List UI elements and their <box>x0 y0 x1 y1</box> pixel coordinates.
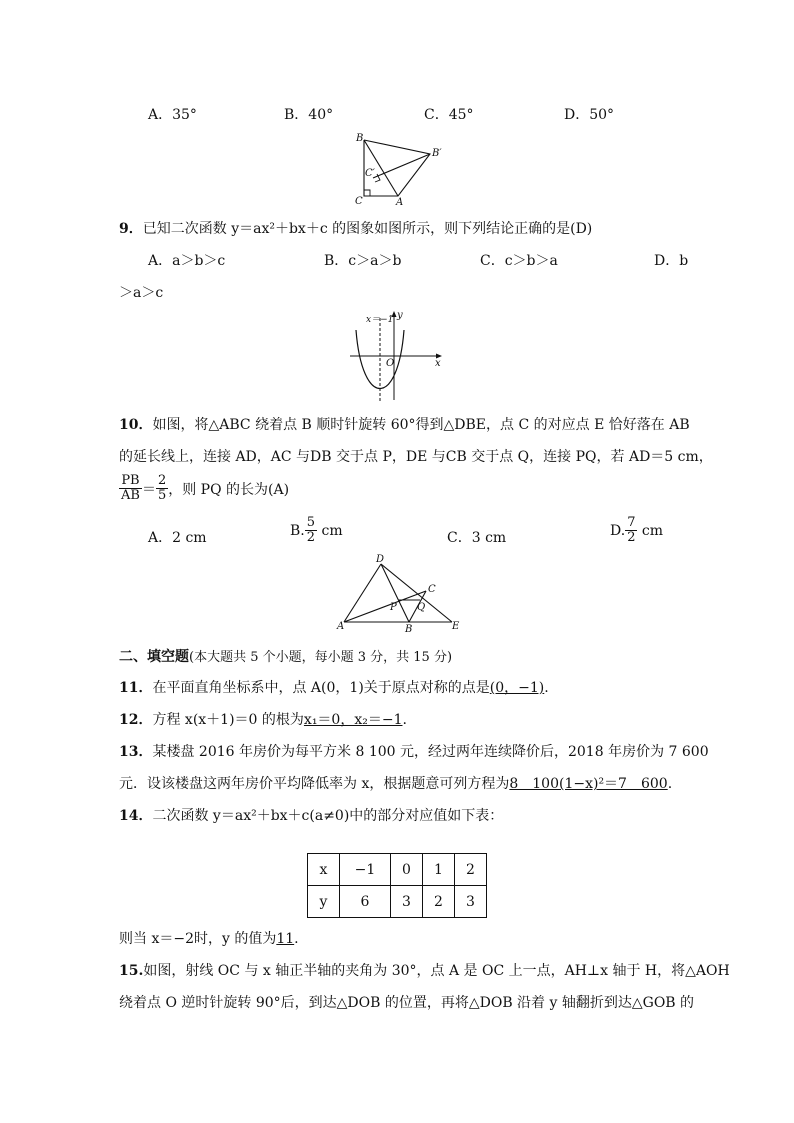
q10-label-p: P <box>390 602 397 613</box>
q9-option-b: B．c＞a＞b <box>324 253 402 269</box>
table-cell: −1 <box>340 854 391 886</box>
q14-answer: 11 <box>276 931 295 947</box>
table-cell: 3 <box>391 886 423 918</box>
table-cell: y <box>308 886 340 918</box>
q8-option-c: C．45° <box>424 107 474 123</box>
q9-option-d-cont: ＞a＞c <box>119 285 164 301</box>
table-cell: 3 <box>455 886 487 918</box>
q11-answer: (0，−1) <box>489 680 545 696</box>
q8-label-b-prime: B′ <box>432 148 442 159</box>
q11-question: 11．在平面直角坐标系中，点 A(0，1)关于原点对称的点是(0，−1). <box>119 680 549 696</box>
q9-question <box>119 218 592 238</box>
q10-option-c: C．3 cm <box>447 530 507 546</box>
q10-label-b: B <box>405 624 413 634</box>
q9-option-d: D．b <box>654 253 689 269</box>
q14-question: 14．二次函数 y＝ax²＋bx＋c(a≠0)中的部分对应值如下表： <box>119 808 504 824</box>
q8-option-d: D．50° <box>564 107 615 123</box>
q9-number: 9． <box>119 221 143 237</box>
q15-line1: 15.如图，射线 OC 与 x 轴正半轴的夹角为 30°，点 A 是 OC 上一点，AH⊥x 轴于 H，将△AOH <box>119 963 730 979</box>
q8-option-a: A．35° <box>148 107 197 123</box>
q10-line3 <box>119 474 289 504</box>
q10-line2: 的延长线上，连接 AD，AC 与DB 交于点 P，DE 与CB 交于点 Q，连接 PQ，若 AD＝5 cm， <box>119 449 713 465</box>
table-row <box>308 886 487 918</box>
table-cell: 2 <box>455 854 487 886</box>
table-cell: 0 <box>391 854 423 886</box>
q10-line1 <box>119 414 690 434</box>
q10-option-a: A．2 cm <box>148 530 207 546</box>
section-2-header <box>119 646 452 666</box>
table-cell: 6 <box>340 886 391 918</box>
table-cell: 2 <box>423 886 455 918</box>
section-2-title: 二、填空题 <box>119 649 189 665</box>
q9-label-x: x <box>435 358 441 369</box>
q8-rotation-figure <box>346 128 456 208</box>
q14-result: 则当 x＝−2时，y 的值为11. <box>119 931 299 947</box>
q10-text-3: ，则 PQ 的长为(A) <box>168 481 290 498</box>
q8-label-c: C <box>355 196 363 207</box>
q9-label-axis-eq: x＝−1 <box>366 315 394 325</box>
q13-answer: 8 100(1−x)²＝7 600 <box>509 776 668 792</box>
q9-text: 已知二次函数 y＝ax²＋bx＋c 的图象如图所示，则下列结论正确的是(D) <box>142 221 593 237</box>
q9-option-c: C．c＞b＞a <box>480 253 558 269</box>
q8-label-c-prime: C′ <box>365 168 375 179</box>
q12-answer: x₁＝0，x₂＝−1 <box>303 712 403 728</box>
q10-eq: ＝ <box>141 481 156 498</box>
q10-option-b: B. $\frac{5}{2}$ cm <box>290 515 343 546</box>
q10-label-a: A <box>337 621 345 632</box>
q8-option-b: B．40° <box>284 107 334 123</box>
q10-label-c: C <box>428 584 436 595</box>
q9-parabola-figure <box>344 308 448 404</box>
q8-label-b: B <box>356 133 364 144</box>
q13-line1: 13．某楼盘 2016 年房价为每平方米 8 100 元，经过两年连续降价后，2018 年房价为 7 600 <box>119 744 709 760</box>
q10-text-1: 如图，将△ABC 绕着点 B 顺时针旋转 60°得到△DBE，点 C 的对应点 E 恰好落在 AB <box>152 417 690 433</box>
section-2-note: (本大题共 5 个小题，每小题 3 分，共 15 分) <box>189 650 453 665</box>
q12-question: 12．方程 x(x＋1)＝0 的根为x₁＝0，x₂＝−1. <box>119 712 407 728</box>
q10-label-d: D <box>376 554 385 565</box>
q15-line2: 绕着点 O 逆时针旋转 90°后，到达△DOB 的位置，再将△DOB 沿着 y 轴翻折到达△GOB 的 <box>119 995 695 1011</box>
q9-option-a: A．a＞b＞c <box>148 253 226 269</box>
q13-line2: 元．设该楼盘这两年房价平均降低率为 x，根据题意可列方程为8 100(1−x)²＝7 600. <box>119 776 673 792</box>
q10-number: 10． <box>119 417 153 433</box>
q10-ratio-two-fifths: $\frac{2}{5}$ <box>157 473 167 504</box>
q8-label-a: A <box>396 197 404 208</box>
q10-label-q: Q <box>417 602 426 613</box>
table-cell: x <box>308 854 340 886</box>
q9-label-y: y <box>397 310 403 321</box>
table-cell: 1 <box>423 854 455 886</box>
q10-label-e: E <box>452 621 460 632</box>
q10-ratio-pb-ab: $\frac{PB}{AB}$ <box>121 473 140 504</box>
q10-option-d: D. $\frac{7}{2}$ cm <box>610 515 664 546</box>
table-row <box>308 854 487 886</box>
q9-label-o: O <box>386 358 395 369</box>
q10-triangle-figure <box>334 552 464 634</box>
q14-value-table <box>307 853 487 918</box>
